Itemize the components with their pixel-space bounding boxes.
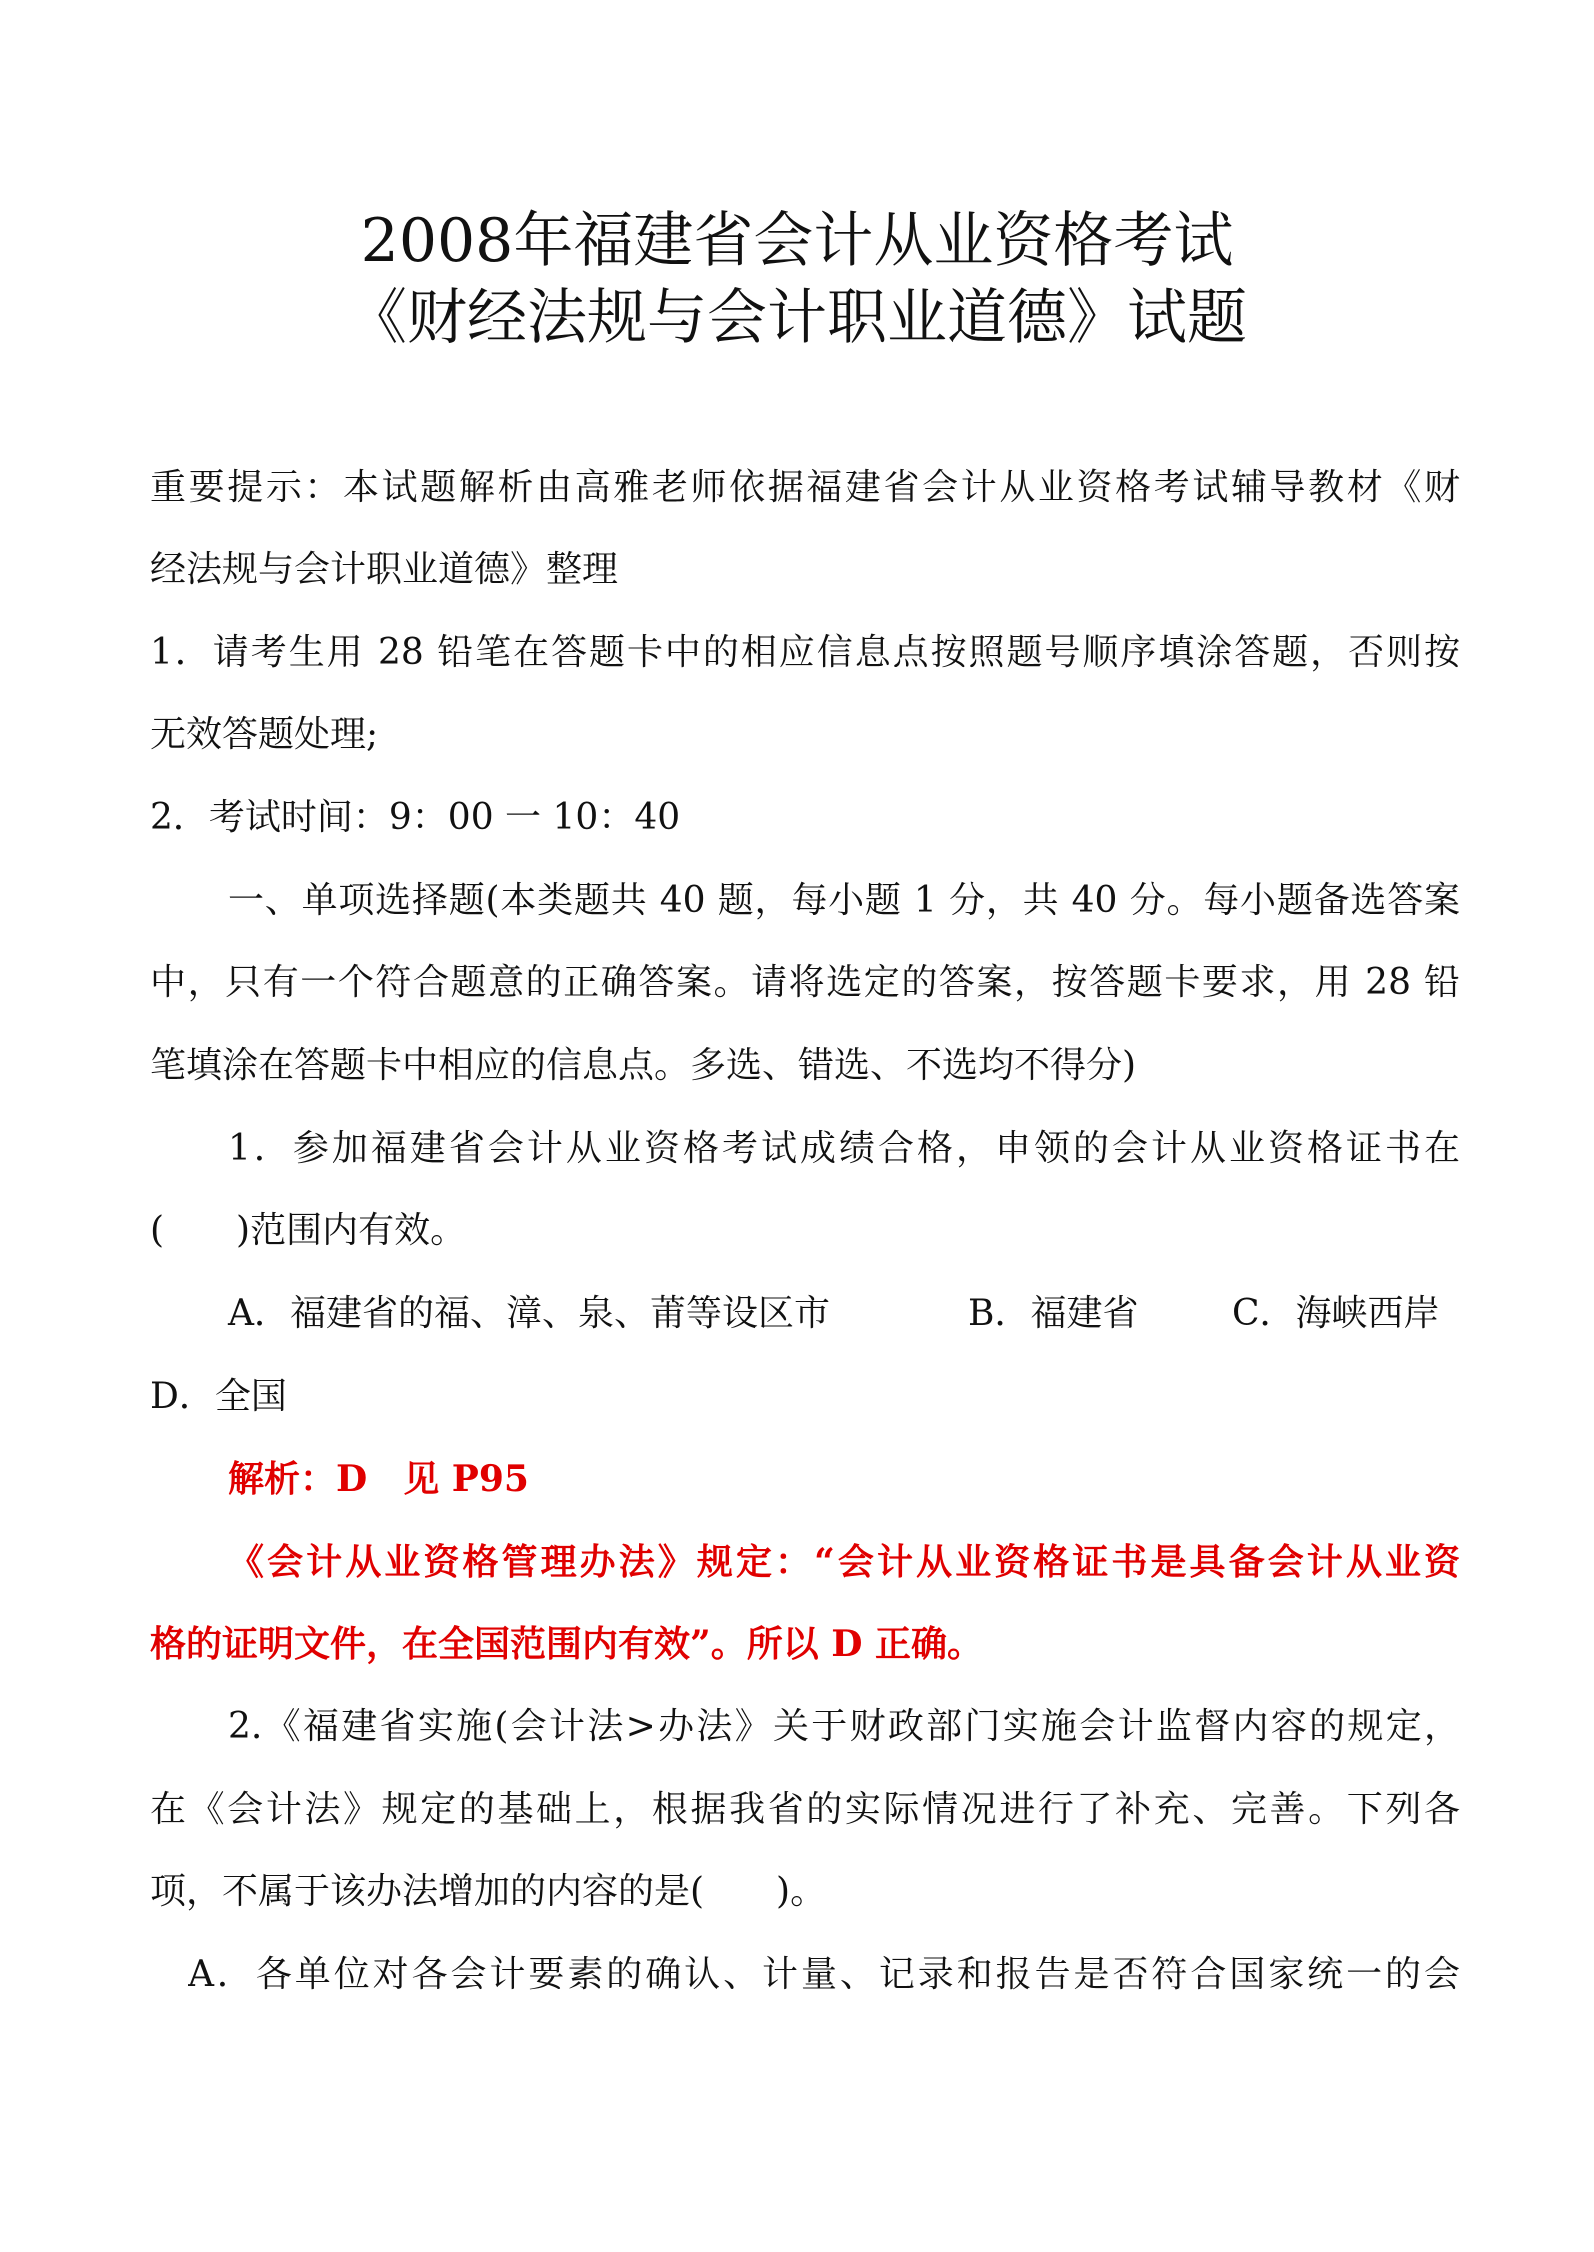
question-2-line-2: 在《会计法》规定的基础上，根据我省的实际情况进行了补充、完善。下列各	[150, 1789, 1460, 1830]
instruction-2: 2．考试时间：9：00 一 10：40	[150, 797, 681, 838]
question-2-line-1: 2.《福建省实施(会计法>办法》关于财政部门实施会计监督内容的规定，	[228, 1706, 1460, 1747]
question-1-option-b: B．福建省	[968, 1293, 1139, 1334]
question-1-option-c: C．海峡西岸	[1232, 1293, 1440, 1334]
instruction-1-line-1: 1．请考生用 28 铅笔在答题卡中的相应信息点按照题号顺序填涂答题，否则按	[150, 632, 1460, 673]
section-1-line-1: 一、单项选择题(本类题共 40 题，每小题 1 分，共 40 分。每小题备选答案	[228, 880, 1460, 921]
section-1-line-3: 笔填涂在答题卡中相应的信息点。多选、错选、不选均不得分)	[150, 1045, 1137, 1086]
instruction-1-line-2: 无效答题处理;	[150, 714, 379, 755]
section-1-line-2: 中，只有一个符合题意的正确答案。请将选定的答案，按答题卡要求，用 28 铅	[150, 962, 1460, 1003]
question-1-options	[0, 1289, 1594, 1339]
title-line-1: 2008年福建省会计从业资格考试	[360, 206, 1234, 276]
question-1-analysis-answer: 解析：D 见 P95	[228, 1458, 529, 1500]
question-1-line-2: ( )范围内有效。	[150, 1210, 467, 1251]
title-line-2: 《财经法规与会计职业道德》试题	[347, 283, 1247, 353]
question-1-line-1: 1．参加福建省会计从业资格考试成绩合格，申领的会计从业资格证书在	[228, 1128, 1460, 1169]
question-2-line-3: 项，不属于该办法增加的内容的是( )。	[150, 1871, 827, 1912]
question-2-option-a: A．各单位对各会计要素的确认、计量、记录和报告是否符合国家统一的会	[188, 1954, 1460, 1995]
notice-line-2: 经法规与会计职业道德》整理	[150, 549, 619, 590]
notice-line-1: 重要提示：本试题解析由高雅老师依据福建省会计从业资格考试辅导教材《财	[150, 467, 1460, 508]
question-1-option-d: D．全国	[150, 1376, 287, 1417]
question-1-analysis-line-1: 《会计从业资格管理办法》规定：“会计从业资格证书是具备会计从业资	[228, 1541, 1460, 1583]
question-1-option-a: A．福建省的福、漳、泉、莆等设区市	[228, 1293, 830, 1334]
question-1-analysis-line-2: 格的证明文件，在全国范围内有效”。所以 D 正确。	[150, 1623, 983, 1665]
